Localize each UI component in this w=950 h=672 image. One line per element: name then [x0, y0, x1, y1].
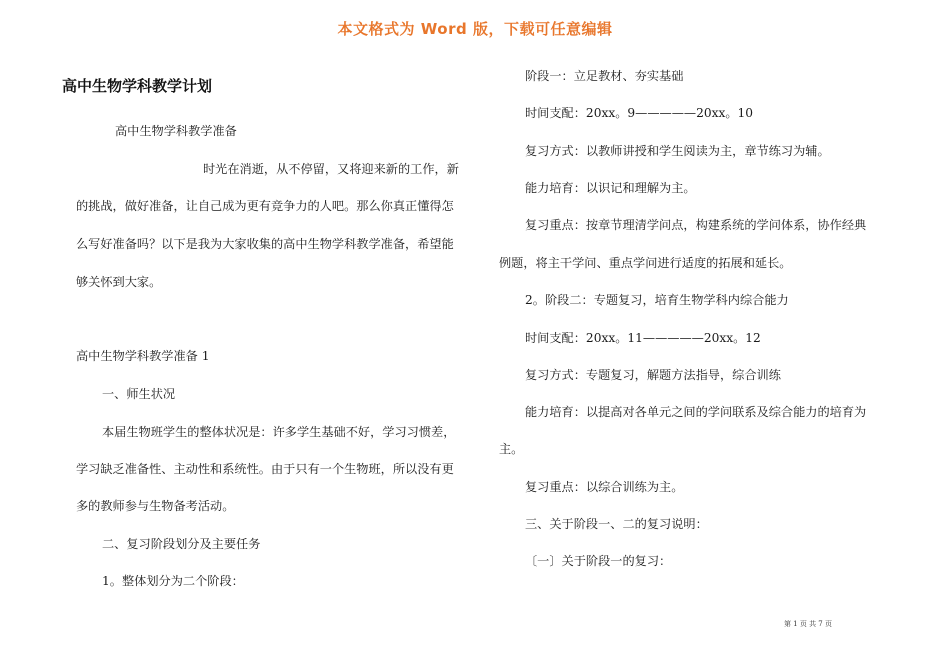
right-line-12: 复习重点：以综合训练为主。: [525, 480, 684, 494]
right-line-2: 时间支配：20xx。9—————20xx。10: [525, 106, 754, 120]
paragraph-line-1: 本届生物班学生的整体状况是：许多学生基础不好，学习习惯差，: [102, 425, 456, 439]
intro-line-2: 的挑战，做好准备，让自己成为更有竞争力的人吧。那么你真正懂得怎: [76, 199, 454, 213]
right-line-4: 能力培育：以识记和理解为主。: [525, 181, 696, 195]
paragraph-line-2: 学习缺乏准备性、主动性和系统性。由于只有一个生物班，所以没有更: [76, 462, 454, 476]
right-line-7: 2。阶段二：专题复习，培育生物学科内综合能力: [525, 293, 789, 307]
paragraph-line-3: 多的教师参与生物备考活动。: [76, 499, 235, 513]
right-line-8: 时间支配：20xx。11—————20xx。12: [525, 331, 761, 345]
right-line-9: 复习方式：专题复习，解题方法指导，综合训练: [525, 368, 781, 382]
intro-line-3: 么写好准备吗？以下是我为大家收集的高中生物学科教学准备，希望能: [76, 237, 454, 251]
intro-line-1: 时光在消逝，从不停留，又将迎来新的工作，新: [203, 162, 459, 176]
section-heading: 高中生物学科教学准备 1: [76, 349, 210, 363]
download-banner: 本文格式为 Word 版，下载可任意编辑: [337, 20, 613, 38]
heading-overall-division: 1。整体划分为二个阶段：: [102, 574, 244, 588]
right-line-10: 能力培育：以提高对各单元之间的学问联系及综合能力的培育为: [525, 405, 867, 419]
right-line-13: 三、关于阶段一、二的复习说明：: [525, 517, 708, 531]
intro-line-4: 够关怀到大家。: [76, 275, 162, 289]
subtitle: 高中生物学科教学准备: [115, 124, 237, 138]
right-line-14: 〔一〕关于阶段一的复习：: [525, 554, 672, 568]
right-line-3: 复习方式：以教师讲授和学生阅读为主，章节练习为辅。: [525, 144, 830, 158]
right-line-5: 复习重点：按章节理清学问点，构建系统的学问体系，协作经典: [525, 218, 867, 232]
heading-review-stages: 二、复习阶段划分及主要任务: [102, 537, 261, 551]
right-line-6: 例题，将主干学问、重点学问进行适度的拓展和延长。: [499, 256, 792, 270]
heading-teacher-student: 一、师生状况: [102, 387, 176, 401]
right-line-1: 阶段一：立足教材、夯实基础: [525, 69, 684, 83]
right-line-11: 主。: [499, 442, 524, 456]
right-column: [475, 0, 950, 672]
document-title: 高中生物学科教学计划: [62, 77, 213, 95]
page-number: 第 1 页 共 7 页: [783, 620, 832, 628]
